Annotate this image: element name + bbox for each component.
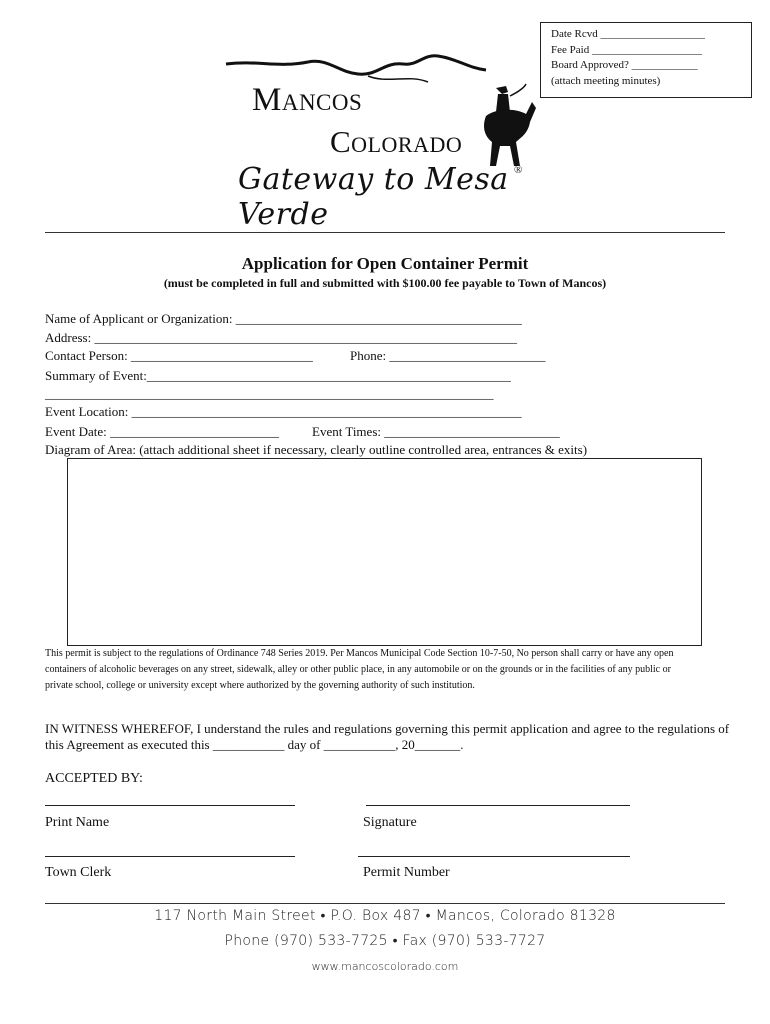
footer-phone-fax: Phone (970) 533-7725 • Fax (970) 533-7727: [224, 933, 546, 949]
summary-of-event-field[interactable]: Summary of Event:________________________________________________________: [45, 368, 511, 383]
logo-tagline: Gateway to Mesa Verde: [238, 162, 509, 232]
print-name-label: Print Name: [45, 815, 110, 830]
event-times-field[interactable]: Event Times: ___________________________: [312, 424, 560, 439]
diagram-area-box[interactable]: [67, 458, 702, 646]
town-clerk-label: Town Clerk: [45, 865, 112, 880]
office-use-box: [540, 22, 752, 98]
witness-statement: IN WITNESS WHEREFOF, I understand the rules and regulations governing this permit application and agree to the regulations of this Agreement as executed this ___________ day of ___________, 20_______.: [45, 721, 730, 752]
footer-address: 117 North Main Street • P.O. Box 487 • Mancos, Colorado 81328: [154, 908, 616, 924]
permit-number-label: Permit Number: [363, 865, 450, 880]
signature-line[interactable]: [366, 805, 630, 806]
event-date-field[interactable]: Event Date: __________________________: [45, 424, 279, 439]
header-divider: [45, 232, 725, 233]
town-clerk-line[interactable]: [45, 856, 295, 857]
event-location-field[interactable]: Event Location: ____________________________________________________________: [45, 404, 522, 419]
permit-number-line[interactable]: [358, 856, 630, 857]
fee-paid-field: Fee Paid ____________________: [551, 43, 702, 56]
date-received-field: Date Rcvd ___________________: [551, 28, 705, 40]
phone-field[interactable]: Phone: ________________________: [350, 348, 546, 363]
attach-minutes-note: (attach meeting minutes): [551, 74, 661, 87]
diagram-label: Diagram of Area: (attach additional sheet if necessary, clearly outline controlled area, entrances & exits): [45, 442, 588, 457]
print-name-line[interactable]: [45, 805, 295, 806]
mancos-logo: [218, 44, 538, 232]
summary-continuation-line[interactable]: _____________________________________________________________________: [45, 386, 494, 401]
cowboy-on-horse-icon: [476, 82, 536, 172]
board-approved-field: Board Approved? ____________: [551, 59, 698, 71]
contact-person-field[interactable]: Contact Person: ____________________________: [45, 348, 313, 363]
applicant-name-field[interactable]: Name of Applicant or Organization: ____________________________________________: [45, 311, 522, 326]
logo-line-mancos: Mancos: [252, 82, 363, 118]
accepted-by-label: ACCEPTED BY:: [45, 771, 143, 786]
footer-divider: [45, 903, 725, 904]
registered-mark: ®: [514, 164, 523, 176]
footer-website[interactable]: www.mancoscolorado.com: [311, 960, 459, 973]
form-title: Application for Open Container Permit: [241, 254, 529, 273]
address-field[interactable]: Address: _________________________________________________________________: [45, 330, 517, 345]
logo-line-colorado: Colorado: [330, 124, 463, 159]
signature-label: Signature: [363, 815, 417, 830]
ordinance-notice: This permit is subject to the regulations of Ordinance 748 Series 2019. Per Mancos Municipal Code Section 10-7-50, No person shall carry or have any open containers of alcoholic beverages on any street, sidewalk, alley or other public place, in any automobile or on the grounds or in the facilities of any public or private school, college or university except where authorized by the governing authority of such institution.: [45, 648, 674, 691]
form-subtitle: (must be completed in full and submitted with $100.00 fee payable to Town of Mancos): [163, 276, 607, 290]
